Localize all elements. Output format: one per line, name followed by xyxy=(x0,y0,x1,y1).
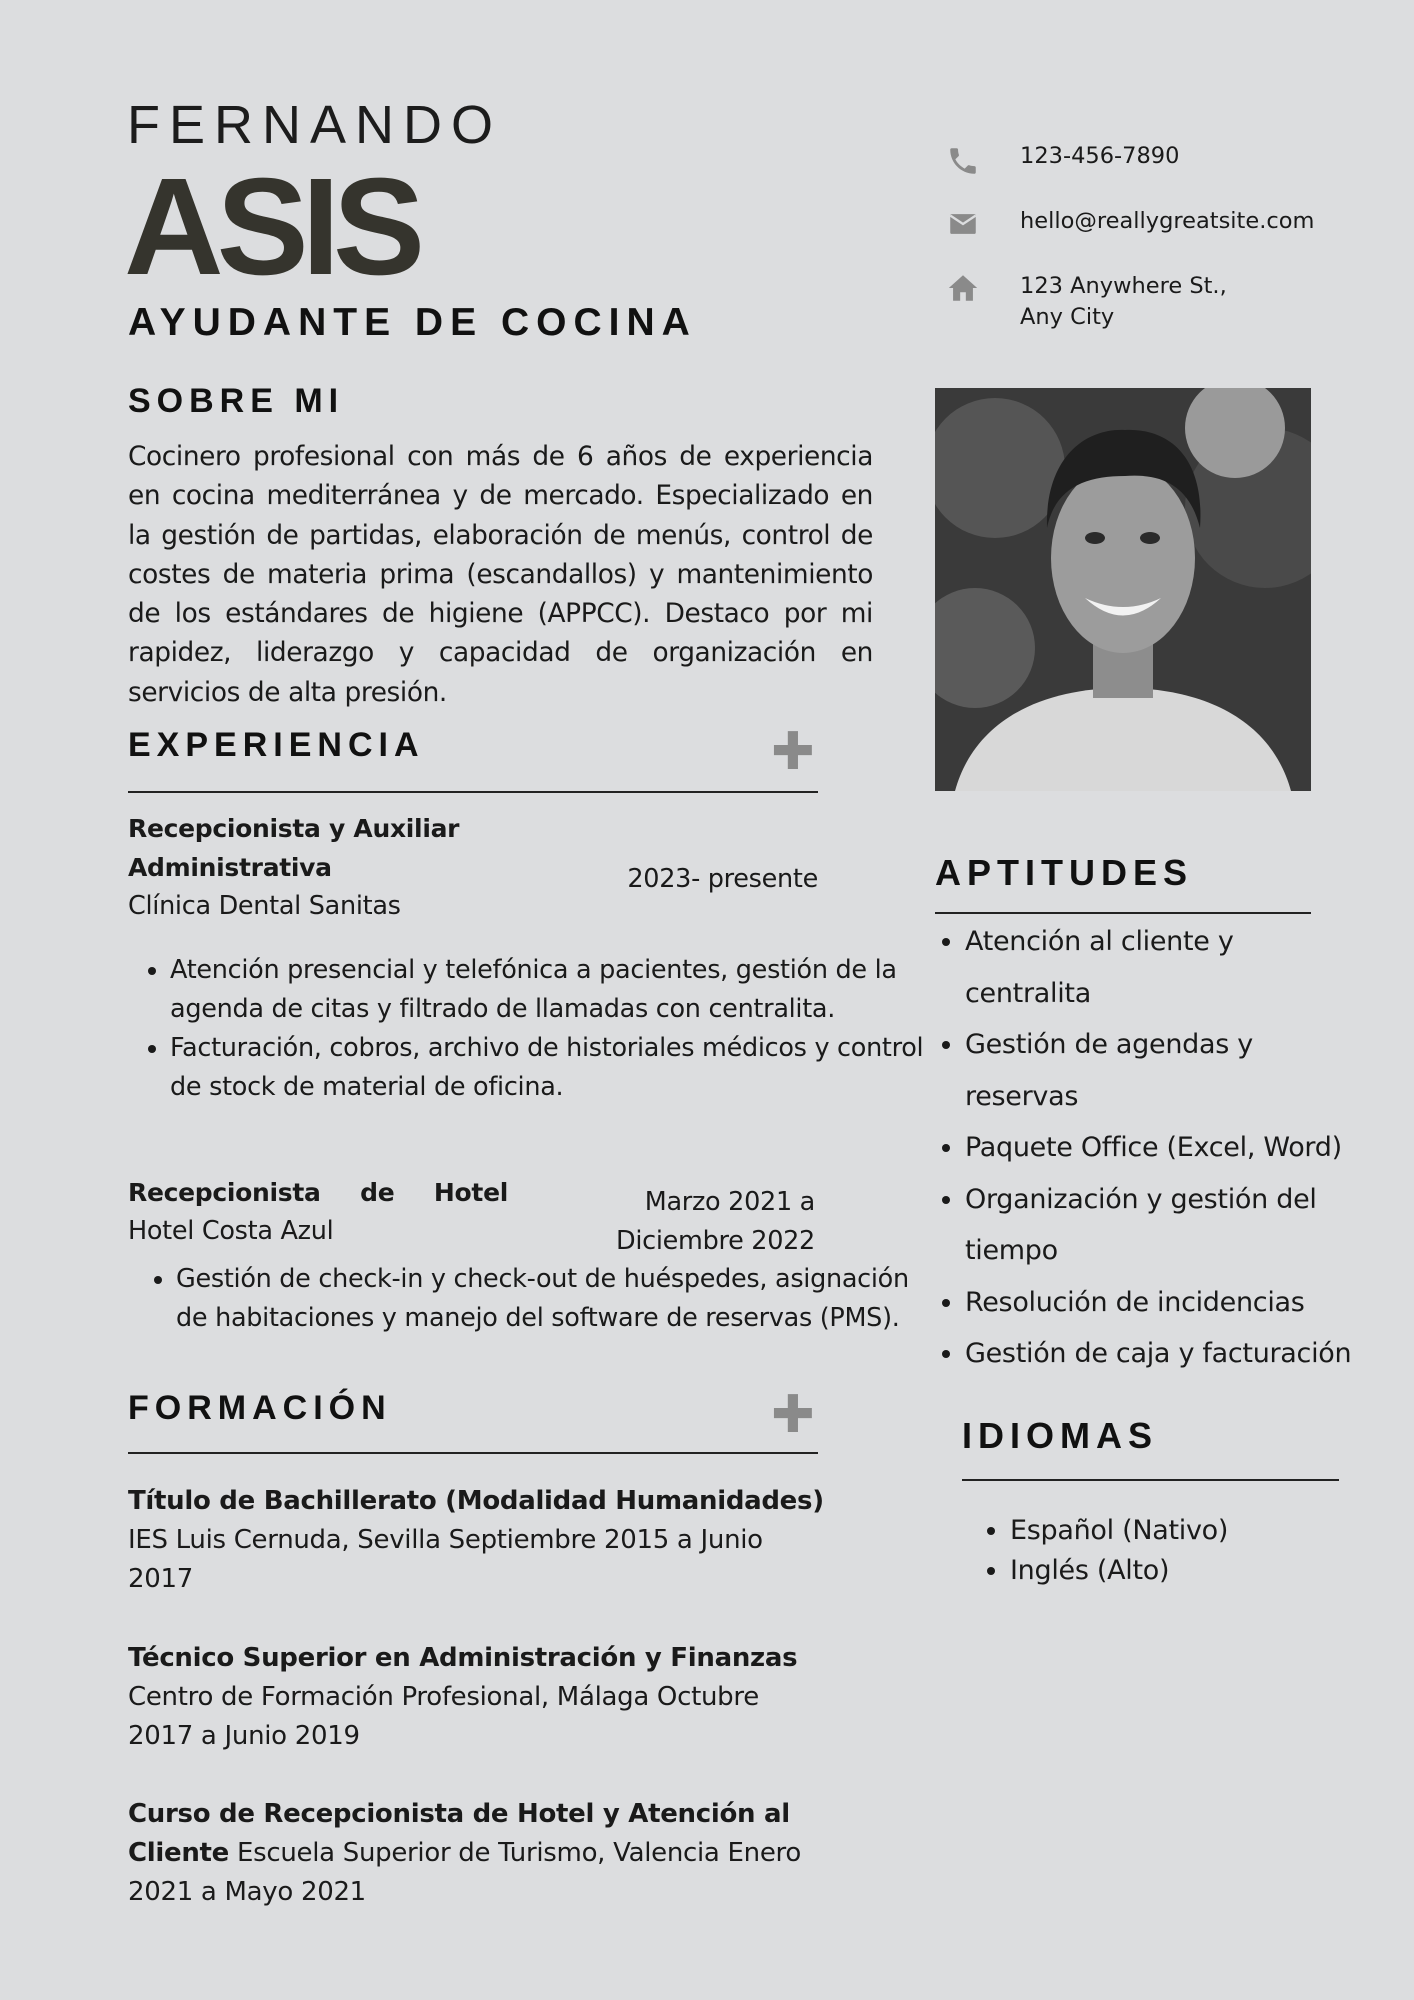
skills-section-title: APTITUDES xyxy=(935,852,1194,893)
job-2-role: Recepcionista de Hotel xyxy=(128,1178,508,1207)
phone-icon xyxy=(946,144,980,182)
list-item: • Español (Nativo) xyxy=(1010,1511,1390,1551)
education-item-1 xyxy=(128,1482,828,1599)
education-divider xyxy=(128,1452,818,1454)
address-line-1: 123 Anywhere St., xyxy=(1020,273,1227,299)
email-address[interactable]: hello@reallygreatsite.com xyxy=(1020,208,1315,234)
job-2-bullets xyxy=(134,1260,946,1338)
education-degree: Técnico Superior en Administración y Finanzas xyxy=(128,1643,798,1673)
education-detail: Centro de Formación Profesional, Málaga Octubre 2017 a Junio 2019 xyxy=(128,1682,759,1751)
profile-photo xyxy=(935,388,1311,791)
list-item: • Gestión de caja y facturación xyxy=(965,1328,1385,1380)
plus-icon: ✚ xyxy=(771,722,815,782)
languages-list xyxy=(962,1511,1390,1590)
home-icon xyxy=(946,271,980,309)
job-1-role: Recepcionista y Auxiliar Administrativa xyxy=(128,814,460,882)
job-title: AYUDANTE DE COCINA xyxy=(128,301,697,344)
list-item: • Gestión de agendas y reservas xyxy=(965,1019,1255,1122)
job-1-bullets xyxy=(128,951,930,1107)
list-item: • Atención presencial y telefónica a pacientes, gestión de la agenda de citas y filtrado de llamadas con centralita. xyxy=(170,951,930,1029)
mail-icon xyxy=(946,207,980,245)
languages-section-title: IDIOMAS xyxy=(962,1415,1159,1456)
education-section-title: FORMACIÓN xyxy=(128,1389,392,1427)
job-2-dates-line-1: Marzo 2021 a xyxy=(644,1187,815,1217)
list-item: • Gestión de check-in y check-out de huéspedes, asignación de habitaciones y manejo del software de reservas (PMS). xyxy=(176,1260,946,1338)
first-name: FERNANDO xyxy=(127,95,503,155)
skills-list xyxy=(935,916,1385,1380)
last-name: ASIS xyxy=(124,150,419,304)
job-2-company: Hotel Costa Azul xyxy=(128,1216,334,1246)
about-section-title: SOBRE MI xyxy=(128,382,345,420)
job-1-dates: 2023- presente xyxy=(627,864,818,894)
education-item-2 xyxy=(128,1639,828,1756)
list-item: • Facturación, cobros, archivo de historiales médicos y control de stock de material de oficina. xyxy=(170,1029,930,1107)
address-line-2: Any City xyxy=(1020,304,1115,330)
education-detail: IES Luis Cernuda, Sevilla Septiembre 2015 a Junio 2017 xyxy=(128,1525,763,1594)
list-item: • Resolución de incidencias xyxy=(965,1277,1385,1329)
languages-divider xyxy=(962,1479,1339,1481)
job-1-company: Clínica Dental Sanitas xyxy=(128,891,401,921)
education-degree: Título de Bachillerato (Modalidad Humanidades) xyxy=(128,1486,824,1516)
experience-section-title: EXPERIENCIA xyxy=(128,726,425,764)
list-item: • Inglés (Alto) xyxy=(1010,1551,1390,1591)
list-item: • Atención al cliente y centralita xyxy=(965,916,1235,1019)
phone-number[interactable]: 123-456-7890 xyxy=(1020,143,1180,169)
about-text: Cocinero profesional con más de 6 años de experiencia en cocina mediterránea y de mercado. Especializado en la gestión de partidas, elaboración de menús, control de costes de materia prima (escandallos) y mantenimiento de los estándares de higiene (APPCC). Destaco por mi rapidez, liderazgo y capacidad de organización en servicios de alta presión. xyxy=(128,441,873,708)
list-item: • Paquete Office (Excel, Word) xyxy=(965,1122,1385,1174)
education-detail: Escuela Superior de Turismo, Valencia Enero 2021 a Mayo 2021 xyxy=(128,1838,801,1907)
education-degree: Curso de Recepcionista de Hotel y Atención al Cliente xyxy=(128,1799,790,1868)
education-item-3 xyxy=(128,1795,833,1912)
job-2-dates-line-2: Diciembre 2022 xyxy=(616,1226,815,1256)
experience-divider xyxy=(128,791,818,793)
skills-divider xyxy=(935,912,1311,914)
list-item: • Organización y gestión del tiempo xyxy=(965,1174,1335,1277)
plus-icon: ✚ xyxy=(771,1385,815,1445)
